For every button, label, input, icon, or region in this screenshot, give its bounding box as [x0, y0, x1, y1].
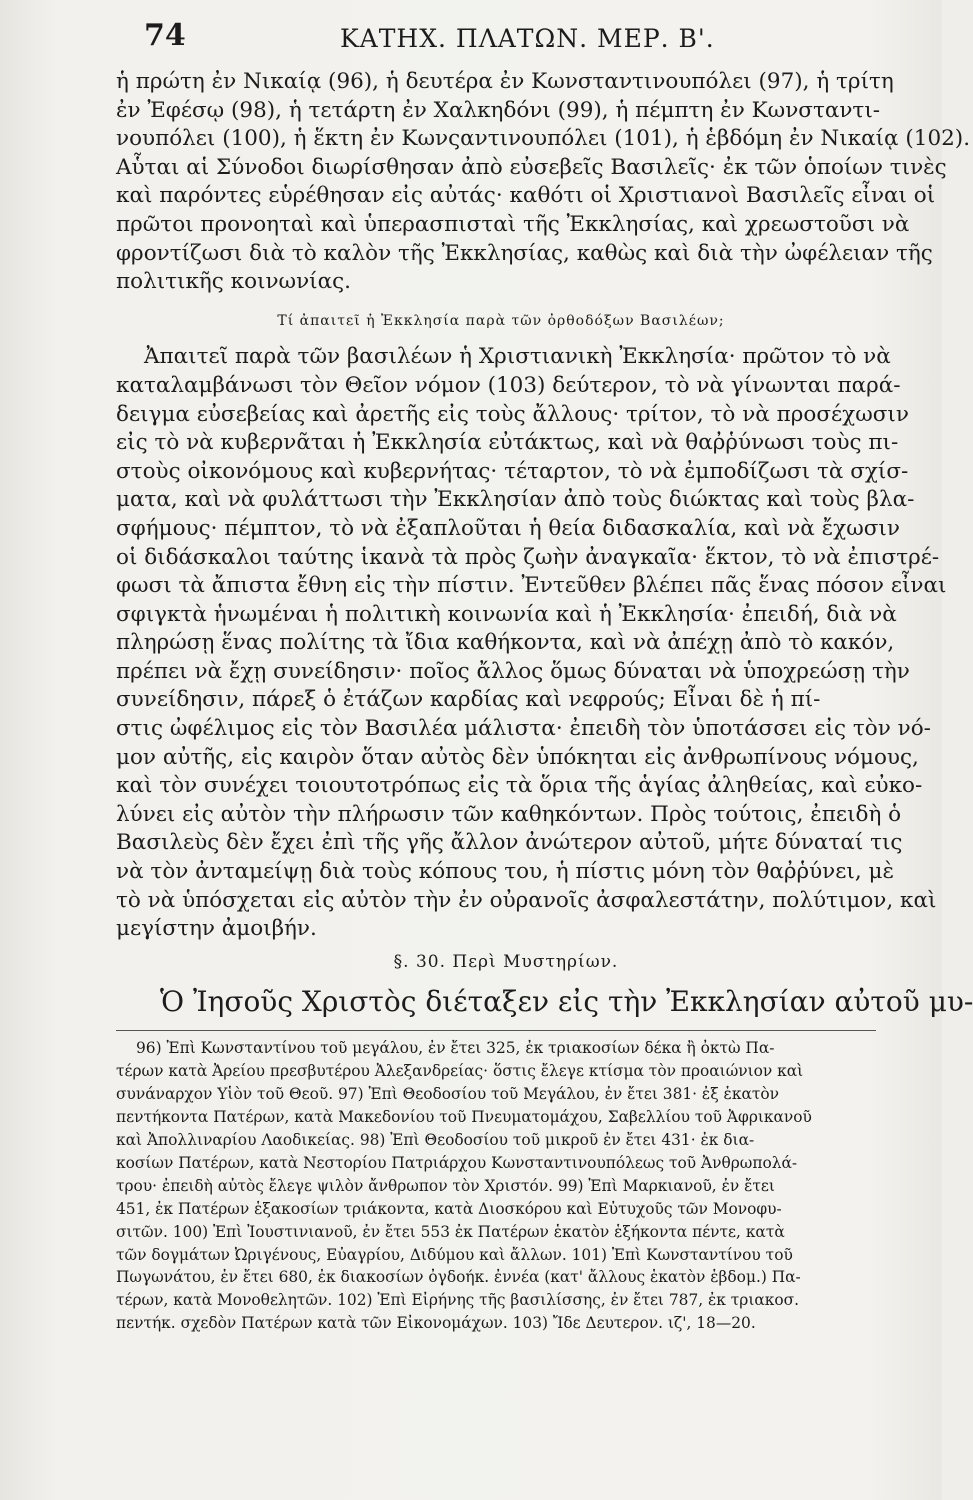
text-line: τρου· ἐπειδὴ αὐτὸς ἔλεγε ψιλὸν ἄνθρωπον τὸν Χριστόν. 99) Ἐπὶ Μαρκιανοῦ, ἐν ἔτει [116, 1176, 775, 1195]
text-line: συνείδησιν, πάρεξ ὁ ἐτάζων καρδίας καὶ νεφρούς; Εἶναι δὲ ἡ πί- [116, 687, 821, 713]
text-line: τὸ νὰ ὑπόσχεται εἰς αὐτὸν τὴν ἐν οὐρανοῖς ἀσφαλεστάτην, πολύτιμον, καὶ [116, 887, 937, 913]
text-line: τέρων, κατὰ Μονοθελητῶν. 102) Ἐπὶ Εἰρήνης τῆς βασιλίσσης, ἐν ἔτει 787, ἐκ τριακοσ. [116, 1291, 800, 1310]
footnotes [116, 1037, 876, 1335]
text-line: μον αὐτῆς, εἰς καιρὸν ὅταν αὐτὸς δὲν ὑπόκηται εἰς ἀνθρωπίνους νόμους, [116, 744, 919, 770]
text-line: νὰ τὸν ἀνταμείψῃ διὰ τοὺς κόπους του, ἡ πίστις μόνη τὸν θαῤῥύνει, μὲ [116, 859, 894, 885]
text-line: ματα, καὶ νὰ φυλάττωσι τὴν Ἐκκλησίαν ἀπὸ τοὺς διώκτας καὶ τοὺς βλα- [116, 487, 915, 513]
text-line: δειγμα εὐσεβείας καὶ ἀρετῆς εἰς τοὺς ἄλλους· τρίτον, τὸ νὰ προσέχωσιν [116, 401, 909, 427]
text-line: πολιτικῆς κοινωνίας. [116, 269, 351, 295]
text-line: ἡ πρώτη ἐν Νικαίᾳ (96), ἡ δευτέρα ἐν Κωνσταντινουπόλει (97), ἡ τρίτη [116, 69, 894, 94]
question-heading: Τί ἀπαιτεῖ ἡ Ἐκκλησία παρὰ τῶν ὀρθοδόξων Βασιλέων; [277, 312, 725, 329]
text-line: νουπόλει (100), ἡ ἕκτη ἐν Κωνςαντινουπόλει (101), ἡ ἑβδόμη ἐν Νικαίᾳ (102). [116, 126, 971, 152]
page-number: 74 [144, 18, 186, 53]
text-line: λύνει εἰς αὐτὸν τὴν πλήρωσιν τῶν καθηκόντων. Πρὸς τούτοις, ἐπειδὴ ὁ [116, 801, 902, 827]
text-line: τῶν δογμάτων Ὠριγένους, Εὐαγρίου, Διδύμου καὶ ἄλλων. 101) Ἐπὶ Κωνσταντίνου τοῦ [116, 1245, 793, 1264]
text-line: κοσίων Πατέρων, κατὰ Νεστορίου Πατριάρχου Κωνσταντινουπόλεως τοῦ Ἀνθρωπολά- [116, 1153, 798, 1172]
text-line: στοὺς οἰκονόμους καὶ κυβερνήτας· τέταρτον, τὸ νὰ ἐμποδίζωσι τὰ σχίσ- [116, 458, 909, 484]
text-line: καὶ τὸν συνέχει τοιουτοτρόπως εἰς τὰ ὅρια τῆς ἁγίας ἀληθείας, καὶ εὐκο- [116, 773, 923, 799]
text-line: σφιγκτὰ ἡνωμέναι ἡ πολιτικὴ κοινωνία καὶ ἡ Ἐκκλησία· ἐπειδή, διὰ νὰ [116, 601, 897, 627]
text-line: στις ὠφέλιμος εἰς τὸν Βασιλέα μάλιστα· ἐπειδὴ τὸν ὑποτάσσει εἰς τὸν νό- [116, 716, 931, 742]
text-line: συνάναρχον Υἱὸν τοῦ Θεοῦ. 97) Ἐπὶ Θεοδοσίου τοῦ Μεγάλου, ἐν ἔτει 381· ἐξ ἑκατὸν [116, 1085, 779, 1104]
text-line: Βασιλεὺς δὲν ἔχει ἐπὶ τῆς γῆς ἄλλον ἀνώτερον αὐτοῦ, μήτε δύναταί τις [116, 830, 903, 856]
text-line: φροντίζωσι διὰ τὸ καλὸν τῆς Ἐκκλησίας, καθὼς καὶ διὰ τὴν ὠφέλειαν τῆς [116, 240, 933, 266]
text-line: καὶ παρόντες εὑρέθησαν εἰς αὐτάς· καθότι οἱ Χριστιανοὶ Βασιλεῖς εἶναι οἱ [116, 183, 936, 209]
running-title: ΚΑΤΗΧ. ΠΛΑΤΩΝ. ΜΕΡ. Β'. [340, 24, 715, 53]
text-line: μεγίστην ἀμοιβήν. [116, 916, 317, 942]
text-line: καταλαμβάνωσι τὸν Θεῖον νόμον (103) δεύτερον, τὸ νὰ γίνωνται παρά- [116, 372, 901, 398]
paragraph-answer [116, 343, 947, 943]
text-line: σφήμους· πέμπτον, τὸ νὰ ἐξαπλοῦται ἡ θεία διδασκαλία, καὶ νὰ ἔχωσιν [116, 515, 900, 541]
text-line: πληρώσῃ ἕνας πολίτης τὰ ἴδια καθήκοντα, καὶ νὰ ἀπέχῃ ἀπὸ τὸ κακόν, [116, 630, 895, 656]
text-line: σιτῶν. 100) Ἐπὶ Ἰουστινιανοῦ, ἐν ἔτει 553 ἐκ Πατέρων ἑκατὸν ἑξήκοντα πέντε, κατὰ [116, 1222, 785, 1241]
text-line: καὶ Ἀπολλιναρίου Λαοδικείας. 98) Ἐπὶ Θεοδοσίου τοῦ μικροῦ ἐν ἔτει 431· ἐκ δια- [116, 1131, 755, 1150]
section-first-line: Ὁ Ἰησοῦς Χριστὸς διέταξεν εἰς τὴν Ἐκκλησίαν αὐτοῦ μυ- [160, 985, 973, 1019]
text-line: 96) Ἐπὶ Κωνσταντίνου τοῦ μεγάλου, ἐν ἔτει 325, ἐκ τριακοσίων δέκα ἢ ὀκτὼ Πα- [136, 1039, 775, 1058]
section-heading: §. 30. Περὶ Μυστηρίων. [393, 951, 619, 972]
text-line: Ἀπαιτεῖ παρὰ τῶν βασιλέων ἡ Χριστιανικὴ Ἐκκλησία· πρῶτον τὸ νὰ [144, 344, 891, 370]
text-line: πεντήκοντα Πατέρων, κατὰ Μακεδονίου τοῦ Πνευματομάχου, Σαβελλίου τοῦ Ἀφρικανοῦ [116, 1108, 812, 1127]
text-line: πρῶτοι προνοηταὶ καὶ ὑπερασπισταὶ τῆς Ἐκκλησίας, καὶ χρεωστοῦσι νὰ [116, 211, 910, 237]
text-line: 451, ἐκ Πατέρων ἑξακοσίων τριάκοντα, κατὰ Διοσκόρου καὶ Εὐτυχοῦς τῶν Μονοφυ- [116, 1199, 782, 1218]
text-line: οἱ διδάσκαλοι ταύτης ἱκανὰ τὰ πρὸς ζωὴν ἀναγκαῖα· ἕκτον, τὸ νὰ ἐπιστρέ- [116, 544, 940, 570]
text-line: πεντήκ. σχεδὸν Πατέρων κατὰ τῶν Εἰκονομάχων. 103) Ἴδε Δευτερον. ιζ', 18—20. [116, 1314, 756, 1333]
text-line: τέρων κατὰ Ἀρείου πρεσβυτέρου Ἀλεξανδρείας· ὅστις ἔλεγε κτίσμα τὸν προαιώνιον καὶ [116, 1062, 804, 1081]
text-line: Πωγωνάτου, ἐν ἔτει 680, ἐκ διακοσίων ὀγδοήκ. ἐννέα (κατ' ἄλλους ἑκατὸν ἑβδομ.) Πα- [116, 1268, 801, 1287]
text-line: φωσι τὰ ἄπιστα ἔθνη εἰς τὴν πίστιν. Ἐντεῦθεν βλέπει πᾶς ἕνας πόσον εἶναι [116, 573, 947, 599]
text-line: ἐν Ἐφέσῳ (98), ἡ τετάρτη ἐν Χαλκηδόνι (99), ἡ πέμπτη ἐν Κωνσταντι- [116, 97, 881, 123]
text-line: πρέπει νὰ ἔχῃ συνείδησιν· ποῖος ἄλλος ὅμως δύναται νὰ ὑποχρεώσῃ τὴν [116, 658, 910, 684]
page-body [116, 68, 973, 1335]
footnote-rule [116, 1030, 876, 1031]
paragraph-councils [116, 68, 971, 297]
page-header [0, 18, 942, 68]
text-line: Αὗται αἱ Σύνοδοι διωρίσθησαν ἀπὸ εὐσεβεῖς Βασιλεῖς· ἐκ τῶν ὁποίων τινὲς [116, 154, 947, 180]
text-line: εἰς τὸ νὰ κυβερνᾶται ἡ Ἐκκλησία εὐτάκτως, καὶ νὰ θαῤῥύνωσι τοὺς πι- [116, 430, 899, 456]
